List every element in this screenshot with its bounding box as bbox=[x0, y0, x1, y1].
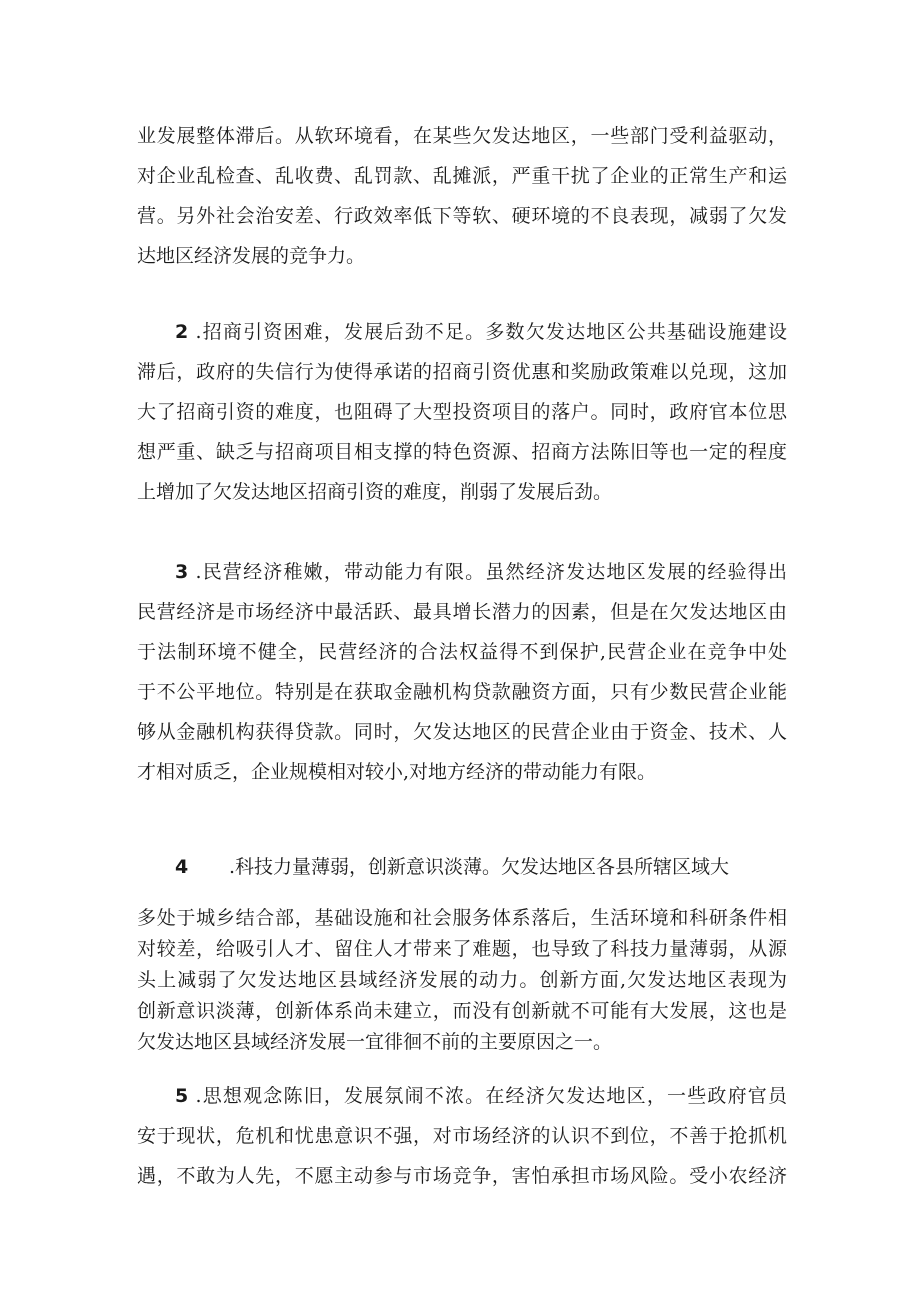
text-line: 滞后，政府的失信行为使得承诺的招商引资优惠和奖励政策难以兑现，这加 bbox=[137, 361, 787, 383]
section-heading: .民营经济稚嫩，带动能力有限。虽然经济发达地区发展的经验得出 bbox=[195, 561, 787, 583]
section-number: 5 bbox=[175, 1085, 189, 1107]
text-line: 够从金融机构获得贷款。同时，欠发达地区的民营企业由于资金、技术、人 bbox=[137, 721, 787, 743]
section-number: 2 bbox=[175, 321, 189, 343]
section-number: 4 bbox=[175, 856, 189, 878]
text-line: 于法制环境不健全，民营经济的合法权益得不到保护,民营企业在竞争中处 bbox=[137, 641, 787, 663]
paragraph-4-heading bbox=[137, 851, 787, 883]
text-line: 安于现状，危机和忧患意识不强，对市场经济的认识不到位，不善于抢抓机 bbox=[137, 1125, 787, 1147]
paragraph-2 bbox=[137, 312, 787, 512]
text-line bbox=[137, 1076, 787, 1116]
section-heading: .科技力量薄弱，创新意识淡薄。欠发达地区各县所辖区域大 bbox=[229, 856, 730, 878]
text-line: 民营经济是市场经济中最活跃、最具增长潜力的因素，但是在欠发达地区由 bbox=[137, 601, 787, 623]
text-line: 业发展整体滞后。从软环境看，在某些欠发达地区，一些部门受利益驱动， bbox=[137, 125, 787, 147]
text-line: 于不公平地位。特别是在获取金融机构贷款融资方面，只有少数民营企业能 bbox=[137, 681, 787, 703]
text-line: 上增加了欠发达地区招商引资的难度，削弱了发展后劲。 bbox=[137, 481, 613, 503]
paragraph-1 bbox=[137, 116, 787, 276]
text-line: 头上减弱了欠发达地区县域经济发展的动力。创新方面,欠发达地区表现为 bbox=[137, 969, 787, 991]
text-line: 营。另外社会治安差、行政效率低下等软、硬环境的不良表现，减弱了欠发 bbox=[137, 205, 787, 227]
text-line bbox=[137, 312, 787, 352]
text-line: 达地区经济发展的竞争力。 bbox=[137, 245, 366, 267]
section-number: 3 bbox=[175, 561, 189, 583]
section-heading: .招商引资困难，发展后劲不足。多数欠发达地区公共基础设施建设 bbox=[195, 321, 787, 343]
text-line: 创新意识淡薄，创新体系尚未建立，而没有创新就不可能有大发展，这也是 bbox=[137, 1000, 787, 1022]
text-line: 想严重、缺乏与招商项目相支撑的特色资源、招商方法陈旧等也一定的程度 bbox=[137, 441, 787, 463]
paragraph-5 bbox=[137, 1076, 787, 1196]
text-line: 对较差，给吸引人才、留住人才带来了难题，也导致了科技力量薄弱，从源 bbox=[137, 938, 787, 960]
text-line: 大了招商引资的难度，也阻碍了大型投资项目的落户。同时，政府官本位思 bbox=[137, 401, 787, 423]
text-line: 多处于城乡结合部，基础设施和社会服务体系落后，生活环境和科研条件相 bbox=[137, 907, 787, 929]
text-line: 遇，不敢为人先，不愿主动参与市场竞争，害怕承担市场风险。受小农经济 bbox=[137, 1165, 787, 1187]
paragraph-3 bbox=[137, 552, 787, 792]
section-heading: .思想观念陈旧，发展氛闹不浓。在经济欠发达地区，一些政府官员 bbox=[195, 1085, 787, 1107]
text-line: 才相对质乏，企业规模相对较小,对地方经济的带动能力有限。 bbox=[137, 761, 657, 783]
text-line bbox=[137, 552, 787, 592]
paragraph-4 bbox=[137, 903, 787, 1058]
text-line: 对企业乱检查、乱收费、乱罚款、乱摊派，严重干扰了企业的正常生产和运 bbox=[137, 165, 787, 187]
text-line: 欠发达地区县域经济发展一宜徘徊不前的主要原因之一。 bbox=[137, 1031, 613, 1053]
